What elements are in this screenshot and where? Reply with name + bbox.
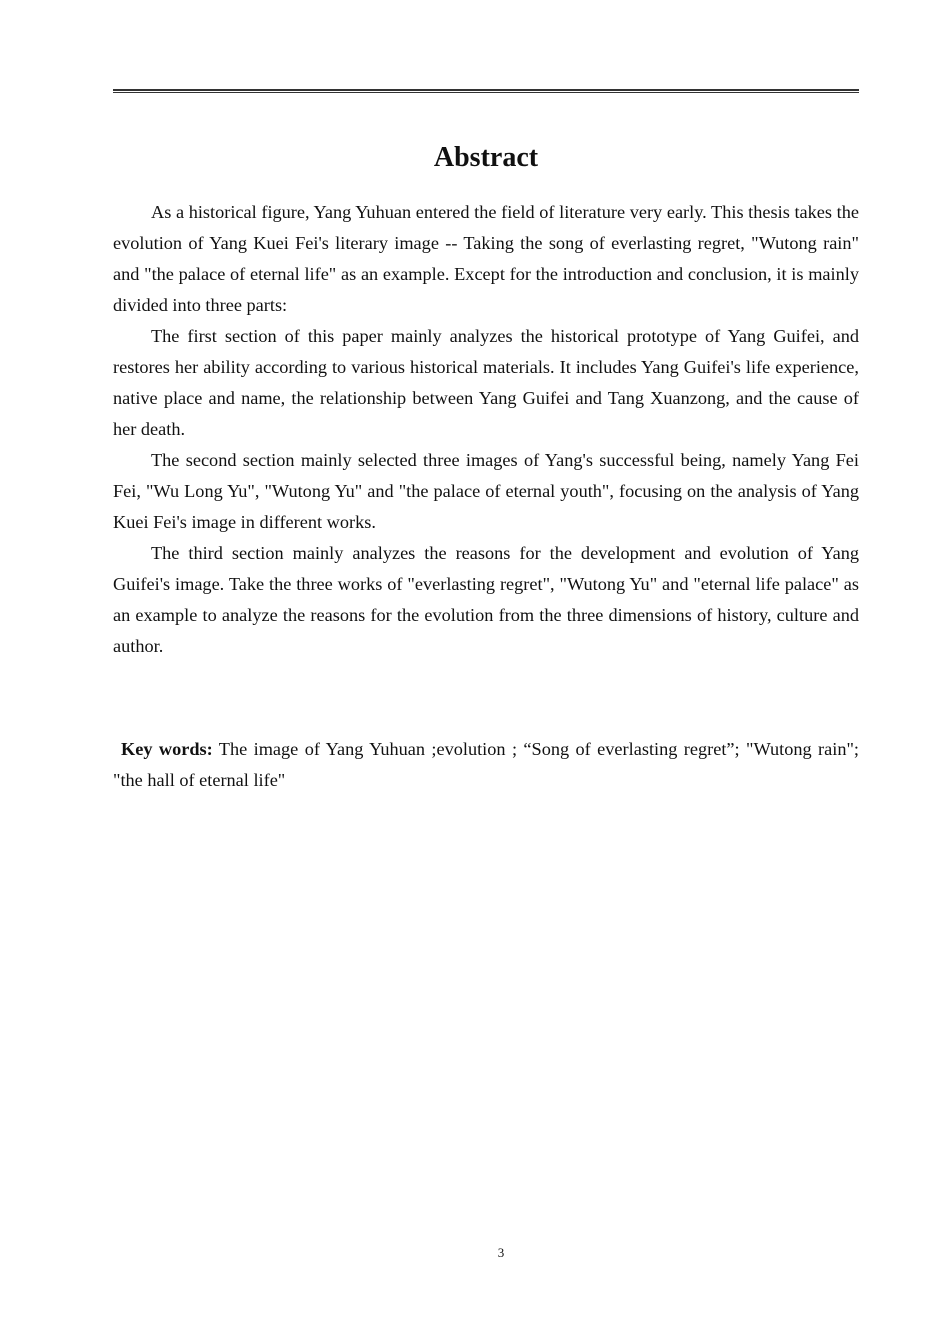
abstract-paragraph-1: As a historical figure, Yang Yuhuan entered the field of literature very early. This thesis takes the evolution of Yang Kuei Fei's literary image -- Taking the song of everlasting regret, "Wutong rain" and "the palace of eternal life" as an example. Except for the introduction and conclusion, it is mainly divided into three parts: [113,202,859,315]
page-number: 3 [497,1245,505,1260]
keywords-label: Key words: [121,739,213,759]
keywords-text: The image of Yang Yuhuan ;evolution ; “Song of everlasting regret”; "Wutong rain"; "the hall of eternal life" [113,739,860,790]
abstract-paragraph-3: The second section mainly selected three images of Yang's successful being, namely Yang Fei Fei, "Wu Long Yu", "Wutong Yu" and "the palace of eternal youth", focusing on the analysis of Yang Kuei Fei's image in different works. [113,450,859,532]
header-rule [113,89,859,93]
abstract-paragraph-2: The first section of this paper mainly analyzes the historical prototype of Yang Guifei, and restores her ability according to various historical materials. It includes Yang Guifei's life experience, native place and name, the relationship between Yang Guifei and Tang Xuanzong, and the cause of her death. [113,326,859,439]
abstract-paragraph-4: The third section mainly analyzes the reasons for the development and evolution of Yang Guifei's image. Take the three works of "everlasting regret", "Wutong Yu" and "eternal life palace" as an example to analyze the reasons for the evolution from the three dimensions of history, culture and author. [113,543,859,656]
keywords [113,734,859,796]
abstract-title: Abstract [433,142,539,173]
abstract-body [113,197,859,662]
